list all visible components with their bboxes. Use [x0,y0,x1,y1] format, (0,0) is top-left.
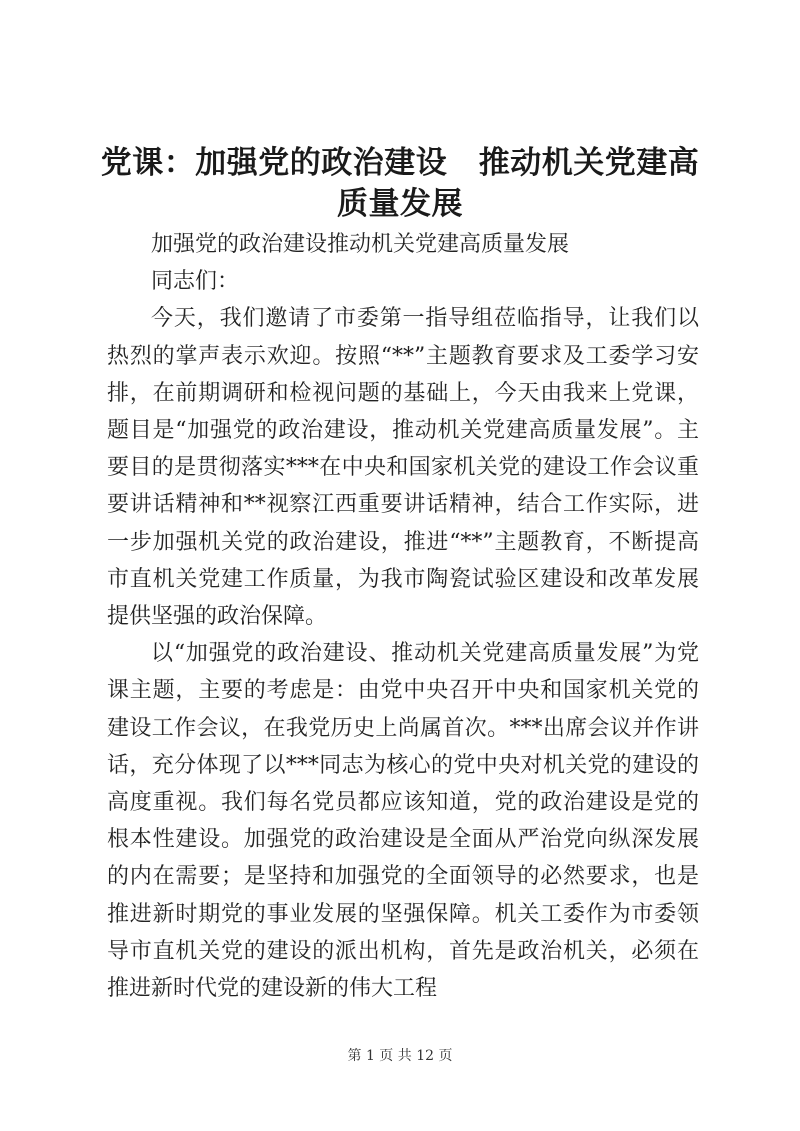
subtitle-line: 加强党的政治建设推动机关党建高质量发展 [151,232,570,257]
paragraph-1: 今天，我们邀请了市委第一指导组莅临指导，让我们以热烈的掌声表示欢迎。按照“**”主题教育要求及工委学习安排，在前期调研和检视问题的基础上，今天由我来上党课，题目是“加强党的政治建设，推动机关党建高质量发展”。主要目的是贯彻落实***在中央和国家机关党的建设工作会议重要讲话精神和**视察江西重要讲话精神，结合工作实际，进一步加强机关党的政治建设，推进“**”主题教育，不断提高市直机关党建工作质量，为我市陶瓷试验区建设和改革发展提供坚强的政治保障。 [107,306,699,630]
document-body [107,226,699,1007]
page-number-footer: 第 1 页 共 12 页 [347,1048,453,1064]
document-title: 党课：加强党的政治建设 推动机关党建高质量发展 [100,145,700,222]
salutation: 同志们： [151,269,240,295]
paragraph-2: 以“加强党的政治建设、推动机关党建高质量发展”为党课主题，主要的考虑是：由党中央召开中央和国家机关党的建设工作会议，在我党历史上尚属首次。***出席会议并作讲话，充分体现了以***同志为核心的党中央对机关党的建设的高度重视。我们每名党员都应该知道，党的政治建设是党的根本性建设。加强党的政治建设是全面从严治党向纵深发展的内在需要；是坚持和加强党的全面领导的必然要求，也是推进新时期党的事业发展的坚强保障。机关工委作为市委领导市直机关党的建设的派出机构，首先是政治机关，必须在推进新时代党的建设新的伟大工程 [107,641,699,1002]
